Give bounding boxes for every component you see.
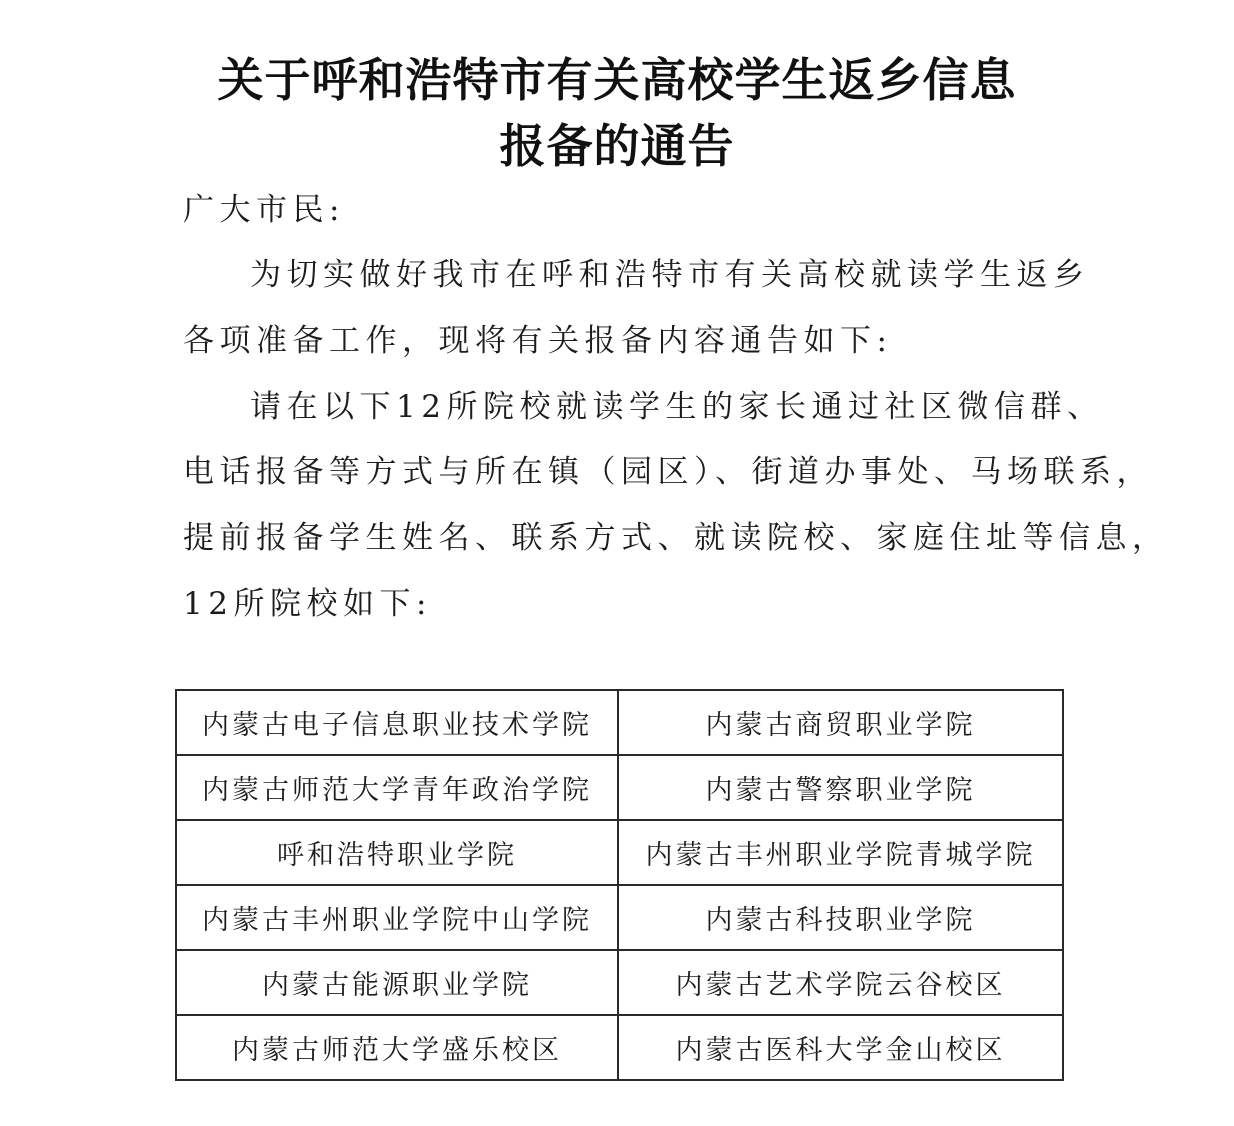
table-row (176, 690, 1063, 755)
paragraph-line-2: 各项准备工作，现将有关报备内容通告如下: (183, 323, 893, 359)
table-row (176, 885, 1063, 950)
school-cell: 内蒙古商贸职业学院 (618, 690, 1063, 755)
school-cell: 内蒙古科技职业学院 (618, 885, 1063, 950)
table-row (176, 1015, 1063, 1080)
paragraph-line-3: 请在以下12所院校就读学生的家长通过社区微信群、 (250, 389, 1104, 425)
paragraph-line-5: 提前报备学生姓名、联系方式、就读院校、家庭住址等信息， (183, 520, 1169, 556)
school-cell: 内蒙古能源职业学院 (176, 950, 618, 1015)
table-row (176, 950, 1063, 1015)
school-cell: 内蒙古丰州职业学院中山学院 (176, 885, 618, 950)
school-cell: 内蒙古医科大学金山校区 (618, 1015, 1063, 1080)
school-cell: 内蒙古丰州职业学院青城学院 (618, 820, 1063, 885)
notice-title-line2: 报备的通告 (499, 119, 735, 173)
schools-table (175, 689, 1064, 1081)
salutation: 广大市民: (183, 192, 345, 228)
school-cell: 内蒙古警察职业学院 (618, 755, 1063, 820)
paragraph-line-1: 为切实做好我市在呼和浩特市有关高校就读学生返乡 (250, 257, 1090, 293)
paragraph-line-6: 12所院校如下: (183, 586, 432, 622)
school-cell: 内蒙古师范大学青年政治学院 (176, 755, 618, 820)
school-cell: 内蒙古艺术学院云谷校区 (618, 950, 1063, 1015)
school-cell: 内蒙古电子信息职业技术学院 (176, 690, 618, 755)
paragraph-line-4: 电话报备等方式与所在镇（园区）、街道办事处、马场联系， (183, 454, 1153, 490)
school-cell: 内蒙古师范大学盛乐校区 (176, 1015, 618, 1080)
school-cell: 呼和浩特职业学院 (176, 820, 618, 885)
notice-title-line1: 关于呼和浩特市有关高校学生返乡信息 (217, 53, 1017, 107)
table-row (176, 755, 1063, 820)
table-row (176, 820, 1063, 885)
